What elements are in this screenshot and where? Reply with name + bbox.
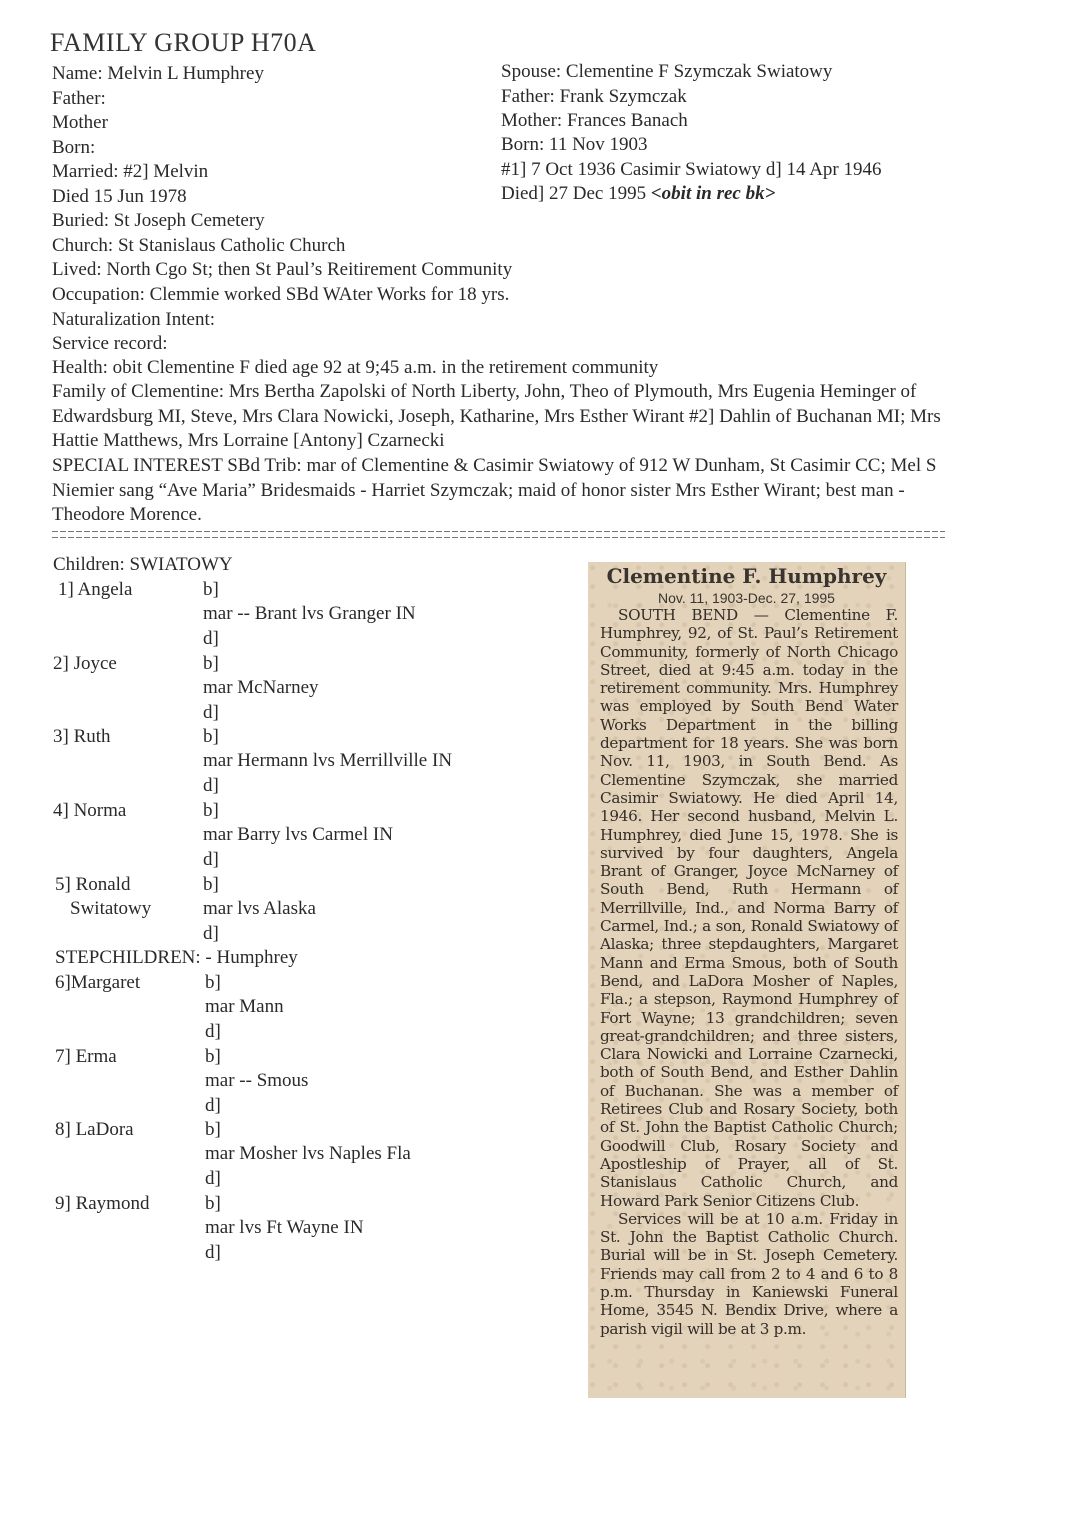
family-of: Family of Clementine: Mrs Bertha Zapolski of North Liberty, John, Theo of Plymouth, Mrs Eugenia Heminger of Edwardsburg MI, Steve, Mrs Clara Nowicki, Joseph, Katharine, Mrs Esther Wirant #2] Dahlin of Buchanan MI; Mrs Hattie Matthews, Mrs Lorraine [Antony] Czarnecki xyxy=(52,381,941,451)
obit-note: <obit in rec bk> xyxy=(650,183,776,204)
obituary-services: Services will be at 10 a.m. Friday in St. John the Baptist Catholic Church. Burial will be in St. Joseph Cemetery. Friends may call from 2 to 4 and 6 to 8 p.m. Thursday in Kaniewski Funeral Home, 3545 N. Bendix Drive, where a parish vigil will be at 3 p.m. xyxy=(600,1209,898,1338)
husband-father: Father: xyxy=(52,88,106,109)
stepchild-died: d] xyxy=(205,1021,221,1042)
child-died: d] xyxy=(203,923,219,944)
child-married: mar McNarney xyxy=(203,677,319,698)
spouse-name: Spouse: Clementine F Szymczak Swiatowy xyxy=(501,61,833,82)
husband-buried: Buried: St Joseph Cemetery xyxy=(52,210,265,231)
child-born: b] xyxy=(203,800,219,821)
child-died: d] xyxy=(203,628,219,649)
child-died: d] xyxy=(203,702,219,723)
child-name: 2] Joyce xyxy=(53,653,117,674)
child-name: 1] Angela xyxy=(58,579,133,600)
spouse-born: Born: 11 Nov 1903 xyxy=(501,134,648,155)
children-heading: Children: SWIATOWY xyxy=(53,554,233,575)
husband-service: Service record: xyxy=(52,333,168,354)
child-name: 3] Ruth xyxy=(53,726,111,747)
child-married: mar Hermann lvs Merrillville IN xyxy=(203,750,453,771)
obituary-clipping xyxy=(588,562,906,1398)
husband-church: Church: St Stanislaus Catholic Church xyxy=(52,235,346,256)
stepchild-married: mar lvs Ft Wayne IN xyxy=(205,1217,364,1238)
husband-lived: Lived: North Cgo St; then St Paul’s Reitirement Community xyxy=(52,259,513,280)
child-born: b] xyxy=(203,653,219,674)
child-surname: Switatowy xyxy=(70,898,152,919)
stepchild-name: 6]Margaret xyxy=(55,972,141,993)
child-married: mar -- Brant lvs Granger IN xyxy=(203,603,416,624)
spouse-died-date: Died] 27 Dec 1995 xyxy=(501,183,651,204)
stepchildren-heading: STEPCHILDREN: - Humphrey xyxy=(55,947,298,968)
stepchild-name: 7] Erma xyxy=(55,1046,117,1067)
child-born: b] xyxy=(203,874,219,895)
stepchild-died: d] xyxy=(205,1242,221,1263)
husband-mother: Mother xyxy=(52,112,108,133)
stepchild-married: mar Mosher lvs Naples Fla xyxy=(205,1143,411,1164)
spouse-first-marriage: #1] 7 Oct 1936 Casimir Swiatowy d] 14 Apr 1946 xyxy=(501,159,882,180)
husband-died: Died 15 Jun 1978 xyxy=(52,186,187,207)
husband-born: Born: xyxy=(52,137,96,158)
stepchild-died: d] xyxy=(205,1168,221,1189)
spouse-died xyxy=(501,182,775,206)
page-title: FAMILY GROUP H70A xyxy=(50,28,317,57)
husband-married: Married: #2] Melvin xyxy=(52,161,209,182)
stepchild-died: d] xyxy=(205,1095,221,1116)
obituary-dates: Nov. 11, 1903-Dec. 27, 1995 xyxy=(658,590,835,606)
obituary-headline: Clementine F. Humphrey xyxy=(606,564,887,588)
child-born: b] xyxy=(203,726,219,747)
child-married: mar Barry lvs Carmel IN xyxy=(203,824,393,845)
stepchild-born: b] xyxy=(205,1046,221,1067)
husband-health: Health: obit Clementine F died age 92 at 9;45 a.m. in the retirement community xyxy=(52,357,659,378)
obituary-body: SOUTH BEND — Clementine F. Humphrey, 92, of St. Paul’s Retirement Community, formerly of North Chicago Street, died at 9:45 a.m. today in the retirement community. Mrs. Humphrey was employed by South Bend Water Works Department in the billing department for 18 years. She was born Nov. 11, 1903, in South Bend. As Clementine Szymczak, she married Casimir Swiatowy. He died April 14, 1946. Her second husband, Melvin L. Humphrey, died June 15, 1978. She is survived by four daughters, Angela Brant of Granger, Joyce McNarney of South Bend, Ruth Hermann of Merrillville, Ind., and Norma Barry of Carmel, Ind.; a son, Ronald Swiatowy of Alaska; three stepdaughters, Margaret Mann and Erma Smous, both of South Bend, and LaDora Mosher of Naples, Fla.; a stepson, Raymond Humphrey of Fort Wayne; 13 grandchildren; seven great-grandchildren; and three sisters, Clara Nowicki and Lorraine Czarnecki, both of South Bend, and Esther Dahlin of Buchanan. She was a member of Retirees Club and Rosary Society, both of St. John the Baptist Catholic Church; Goodwill Club, Rosary Society and Apostleship of Prayer, all of St. Stanislaus Catholic Church, and Howard Park Senior Citizens Club. xyxy=(600,606,898,1210)
stepchild-born: b] xyxy=(205,1119,221,1140)
child-died: d] xyxy=(203,849,219,870)
double-rule-divider xyxy=(52,531,945,538)
special-interest: SPECIAL INTEREST SBd Trib: mar of Clementine & Casimir Swiatowy of 912 W Dunham, St Casimir CC; Mel S Niemier sang “Ave Maria” Bridesmaids - Harriet Szymczak; maid of honor sister Mrs Esther Wirant; best man - Theodore Morence. xyxy=(52,455,937,525)
husband-name: Name: Melvin L Humphrey xyxy=(52,63,264,84)
child-name: 4] Norma xyxy=(53,800,127,821)
stepchild-married: mar -- Smous xyxy=(205,1070,309,1091)
child-born: b] xyxy=(203,579,219,600)
obituary-text xyxy=(600,606,898,1338)
stepchild-name: 8] LaDora xyxy=(55,1119,134,1140)
stepchild-married: mar Mann xyxy=(205,996,284,1017)
stepchild-name: 9] Raymond xyxy=(55,1193,150,1214)
stepchild-born: b] xyxy=(205,1193,221,1214)
child-married: mar lvs Alaska xyxy=(203,898,316,919)
husband-occupation: Occupation: Clemmie worked SBd WAter Works for 18 yrs. xyxy=(52,284,510,305)
child-died: d] xyxy=(203,775,219,796)
stepchild-born: b] xyxy=(205,972,221,993)
spouse-mother: Mother: Frances Banach xyxy=(501,110,688,131)
spouse-father: Father: Frank Szymczak xyxy=(501,86,687,107)
child-name: 5] Ronald xyxy=(55,874,131,895)
husband-naturalization: Naturalization Intent: xyxy=(52,309,216,330)
